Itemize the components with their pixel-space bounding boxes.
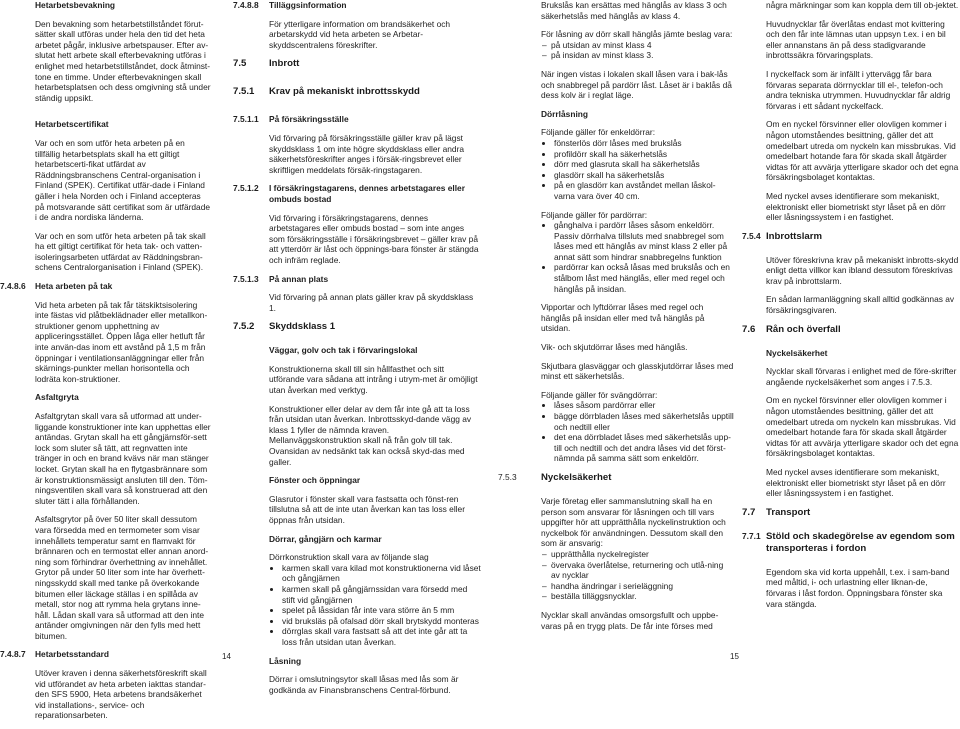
paragraph: Skjutbara glasväggar och glasskjutdörrar låses med minst ett säkerhetslås. bbox=[541, 360, 734, 382]
section-number: 7.6 bbox=[742, 323, 756, 335]
paragraph: Om en nyckel försvinner eller olovligen kommer i någon utomståendes besittning, gäller det att omedelbart utreda om nyckeln kan missbrukas. Vid omedelbart hotande fara för skada skall åtgärder vidtas för att avvärja ytterligare skador och det egna försäkringsbolaget kontaktas. bbox=[766, 395, 959, 459]
subheading-lasning: Låsning bbox=[269, 655, 302, 666]
paragraph: Vik- och skjutdörrar låses med hänglås. bbox=[541, 342, 688, 353]
paragraph: Med nyckel avses identifierare som mekaniskt, elektroniskt eller biometriskt styr låset på en dörr eller låsningssystem i en fastighet. bbox=[766, 190, 946, 223]
list-item: – på insidan av minst klass 3. bbox=[551, 50, 734, 61]
key-responsibility-list bbox=[541, 549, 734, 602]
section-number: 7.5.1 bbox=[233, 86, 255, 98]
page-number-right: 15 bbox=[730, 652, 739, 661]
section-7-5-1-2 bbox=[233, 183, 481, 265]
paragraph: Den bevakning som hetarbetstillståndet förut-sätter skall utföras under hela den tid det heta arbetet pågår, inklusive arbetspauser. Efter av-slutat hett arbete skall efterbevakning utföras i enlighet med hetarbetstillståndet, dock åtminst-tone en timme. Under efterbevakningen skall hetarbetsplatsen och dess omgivning stå under ständig uppsikt. bbox=[35, 18, 211, 103]
section-title: Nyckelsäkerhet bbox=[541, 471, 612, 483]
paragraph: Huvudnycklar får överlåtas endast mot kvittering och den får inte lämnas utan uppsyn t.ex. i en bil eller annanstans än på dess stadigvarande inbrottssäkra förvaringsplats. bbox=[766, 18, 946, 61]
paragraph: Asfaltgrytan skall vara så utformad att under-liggande konstruktioner inte kan upphettas eller antändas. Grytan skall ha ett gångjärnsför-sett lock som sluter så tätt, att regnvatten inte tränger in och en brand kvävs när man stänger locket. Grytan skall ha en flytgasbrännare som är konstruktionsmässigt ansluten till den. Töm-ningsventilen skall vara så konstruerad att den sluter tätt i alla förhållanden. bbox=[35, 411, 211, 506]
double-door-list bbox=[541, 220, 734, 294]
paragraph: Egendom ska vid korta uppehåll, t.ex. i sam-band med måltid, i- och urlastning eller liknan-de, förvaras i låst fordon. Öppningsbara fönster ska vara stängda. bbox=[766, 566, 950, 609]
section-number: 7.5.1.2 bbox=[233, 183, 259, 194]
paragraph: Vid förvaring i försäkringstagarens, dennes arbetstagares eller ombuds bostad – som inte anges som försäkringsställe i försäkringsbrevet – gäller krav på att ytterdörr är låst och öppnings-bara fönster är stängda och infräm reglade. bbox=[269, 212, 479, 265]
list-item: • karmen skall vara kilad mot konstruktionerna vid låset och gångjärnen bbox=[282, 563, 481, 584]
paragraph: Asfaltsgrytor på över 50 liter skall dessutom vara försedda med en termometer som visar innehållets temperatur samt en flamvakt för brännaren och en termostat eller annan anord-ning som förhindrar överhettning av innehållet. Grytor på under 50 liter som inte har överhett-ningsskydd skall med tanke på överkokande bitumen eller läckage ställas i en spillåda av metall, stor nog att rymma hela grytans inne-håll. Lådan skall vara så utformad att den inte antänder omgivningen när den fylls med hett bitumen. bbox=[35, 514, 209, 641]
paragraph: Nycklar skall förvaras i enlighet med de före-skrifter angående nyckelsäkerhet som anges i 7.5.3. bbox=[766, 366, 957, 387]
subheading-fonster: Fönster och öppningar bbox=[269, 475, 361, 486]
paragraph: I nyckelfack som är infällt i yttervägg får bara förvaras separata dörrnycklar till el-, telefon-och andra tekniska utrymmen. Huvudnycklar får aldrig förvaras i ett sådant nyckelfack. bbox=[766, 68, 951, 111]
paragraph: En sådan larmanläggning skall alltid godkännas av försäkringsgivaren. bbox=[766, 294, 955, 316]
section-number: 7.4.8.6 bbox=[0, 281, 26, 292]
paragraph: Var och en som utför heta arbeten på tak skall ha ett giltigt certifikat för heta tak- och vatten-isoleringsarbeten utfärdat av Räddningsbran-schens Centralorganisation i Finland (SPEK). bbox=[35, 230, 206, 273]
section-7-7 bbox=[738, 507, 960, 519]
subheading-dorrlasning: Dörrlåsning bbox=[541, 108, 588, 119]
padlock-list bbox=[541, 40, 734, 61]
section-7-5-3 bbox=[498, 471, 734, 631]
section-number: 7.5.2 bbox=[233, 321, 255, 333]
section-title: Rån och överfall bbox=[766, 323, 841, 335]
section-number: 7.5.1.3 bbox=[233, 273, 259, 284]
list-item: • karmen skall på gångjärnssidan vara försedd med stift vid gångjärnen bbox=[282, 584, 481, 605]
section-number: 7.5.3 bbox=[498, 471, 517, 482]
section-7-6 bbox=[738, 324, 960, 499]
section-title: Transport bbox=[766, 506, 811, 518]
section-title: På annan plats bbox=[269, 273, 329, 284]
paragraph: Utöver föreskrivna krav på mekaniskt inbrotts-skydd enligt detta villkor kan ibland dessutom föreskrivas krav på inbrottslarm. bbox=[766, 254, 959, 286]
section-7-7-1 bbox=[738, 531, 960, 609]
list-item: – upprätthålla nyckelregister bbox=[551, 549, 734, 560]
section-number: 7.5.1.1 bbox=[233, 114, 259, 125]
subheading-dorrar: Dörrar, gångjärn och karmar bbox=[269, 533, 382, 544]
subheading-asfaltgryta: Asfaltgryta bbox=[35, 392, 79, 403]
paragraph: När ingen vistas i lokalen skall låsen vara i bak-lås och snabbregel på pardörr låst. Låset är i baklås då dess kolv är i reglat läge. bbox=[541, 68, 732, 101]
paragraph: Konstruktioner eller delar av dem får inte gå att ta loss från utsidan utan åverkan. Inbrottsskyd-dande vägg av klass 1 fyller de nämnda kraven. Mellanväggskonstruktion skall nå från golv till tak. Ovansidan av nedsänkt tak kan också skyd-das med galler. bbox=[269, 403, 472, 467]
column-2 bbox=[233, 0, 481, 703]
paragraph: Med nyckel avses identifierare som mekaniskt, elektroniskt eller biometriskt styr låset på en dörr eller låsningssystem i en fastighet. bbox=[766, 467, 946, 499]
subheading-hetarbetsbevakning: Hetarbetsbevakning bbox=[35, 0, 116, 10]
paragraph: Vipportar och lyftdörrar låses med regel och hänglås på insidan eller med två hänglås på utsidan. bbox=[541, 302, 705, 334]
section-7-4-8-6 bbox=[0, 281, 212, 641]
paragraph: Utöver kraven i denna säkerhetsföreskrift skall vid utförandet av heta arbeten iakttas standar-den SFS 5900, Heta arbetens brandsäkerhet vid installations-, service- och reparationsarbeten. bbox=[35, 668, 207, 721]
section-title: Hetarbetsstandard bbox=[35, 649, 110, 660]
page-number-left: 14 bbox=[222, 652, 231, 661]
section-number: 7.4.8.8 bbox=[233, 0, 259, 10]
list-item: • gånghalva i pardörr låses såsom enkeldörr. Passiv dörrhalva tillsluts med snabbregel som låses med ett hänglås av minst klass 2 eller på annat sätt som hindrar snabbregelns funktion bbox=[554, 220, 734, 262]
subheading-vaggar: Väggar, golv och tak i förvaringslokal bbox=[269, 345, 418, 356]
section-number: 7.7.1 bbox=[742, 530, 761, 541]
paragraph: Konstruktionerna skall till sin hållfasthet och sitt utförande vara sådana att intrång i utrym-met är omöjligt utan åverkan med verktyg. bbox=[269, 363, 478, 396]
paragraph: några märkningar som kan koppla dem till ob-jektet. bbox=[766, 0, 959, 10]
section-number: 7.5 bbox=[233, 58, 247, 70]
section-number: 7.4.8.7 bbox=[0, 649, 26, 660]
section-7-5-4 bbox=[738, 231, 960, 316]
list-item: • dörrglas skall vara fastsatt så att det inte går att ta loss från utsidan utan åverkan. bbox=[282, 626, 481, 647]
column-4 bbox=[738, 0, 960, 617]
list-item: • på en glasdörr kan avståndet mellan låskol-varna vara över 40 cm. bbox=[554, 180, 734, 201]
paragraph: För ytterligare information om brandsäkerhet och arbetarskydd vid heta arbeten se Arbetar-skyddscentralens föreskrifter. bbox=[269, 18, 451, 50]
section-7-5-1-1 bbox=[233, 114, 481, 175]
paragraph: Varje företag eller sammanslutning skall ha en person som ansvarar för låsningen och till vars uppgifter hör att upprätthålla nyckelinstruktion och nyckelbok för användningen. Dessutom skall den som är ansvarig: bbox=[541, 495, 726, 549]
list-item: • fönsterlös dörr låses med brukslås bbox=[554, 138, 734, 149]
list-item: • profildörr skall ha säkerhetslås bbox=[554, 149, 734, 160]
section-number: 7.7 bbox=[742, 506, 756, 518]
column-1 bbox=[0, 0, 212, 729]
paragraph: Om en nyckel försvinner eller olovligen kommer i någon utomståendes besittning, gäller det att omedelbart utreda om nyckeln kan missbrukas. Vid omedelbart hotande fara för skada skall åtgärder vidtas för att avvärja ytterligare skador och det egna försäkringsbolaget kontaktas. bbox=[766, 119, 959, 183]
paragraph: För låsning av dörr skall hänglås jämte beslag vara: bbox=[541, 29, 733, 40]
list-item: • låses såsom pardörrar eller bbox=[554, 400, 734, 411]
subheading-nyckelsakerhet: Nyckelsäkerhet bbox=[766, 347, 828, 358]
section-7-5-1-3 bbox=[233, 274, 481, 314]
list-item: – handha ändringar i serieläggning bbox=[551, 581, 734, 592]
paragraph: Dörrar i omslutningsytor skall låsas med lås som är godkända av Finansbranschens Central-förbund. bbox=[269, 674, 459, 695]
section-number: 7.5.4 bbox=[742, 230, 761, 241]
section-7-5-1 bbox=[233, 86, 481, 98]
list-item: • bägge dörrbladen låses med säkerhetslås upptill och nedtill eller bbox=[554, 411, 734, 432]
list-item: – på utsidan av minst klass 4 bbox=[551, 40, 734, 51]
section-title: I försäkringstagarens, dennes arbetstagares eller ombuds bostad bbox=[269, 183, 465, 204]
list-item: • vid bruksläs på ofalsad dörr skall brytskydd monteras bbox=[282, 616, 481, 627]
paragraph: Dörrkonstruktion skall vara av följande slag bbox=[269, 552, 429, 563]
paragraph: Vid förvaring på annan plats gäller krav på skyddsklass 1. bbox=[269, 292, 474, 313]
swing-door-list bbox=[541, 400, 734, 464]
single-door-list bbox=[541, 138, 734, 202]
paragraph: Nycklar skall användas omsorgsfullt och uppbe-varas på en trygg plats. De får inte förses med bbox=[541, 609, 719, 631]
door-requirements-list bbox=[269, 563, 481, 648]
paragraph: Vid heta arbeten på tak får tätskiktsisolering inte fästas vid plåtbeklädnader eller metallkon-struktioner genom upphettning av appliceringsstället. Öppen låga eller hetluft får inte använ-das inom ett avstånd på 1,5 m från öppningar i ventilationsanläggningar eller från skärnings-punkter mellan horisontella och lodräta kon-struktioner. bbox=[35, 299, 208, 384]
column-3 bbox=[498, 0, 734, 639]
section-title: Inbrottslarm bbox=[766, 230, 822, 242]
paragraph: Glasrutor i fönster skall vara fastsatta och fönst-ren tillslutna så att de inte utan åverkan kan tas loss eller öppnas från utsidan. bbox=[269, 493, 465, 525]
section-title: Stöld och skadegörelse av egendom som transporteras i fordon bbox=[766, 530, 955, 554]
subheading-hetarbetscertifikat: Hetarbetscertifikat bbox=[35, 119, 109, 130]
paragraph: Följande gäller för pardörrar: bbox=[541, 209, 648, 220]
section-title: Krav på mekaniskt inbrottsskydd bbox=[269, 86, 420, 98]
list-item: • det ena dörrbladet låses med säkerhetslås upp-till och nedtill och det andra låses vid det först-nämnda på samma sätt som enkeldörr. bbox=[554, 432, 734, 464]
list-item: • glasdörr skall ha säkerhetslås bbox=[554, 170, 734, 181]
list-item: – övervaka överlåtelse, returnering och utlå-ning av nycklar bbox=[551, 560, 734, 581]
paragraph: Brukslås kan ersättas med hänglås av klass 3 och säkerhetslås med hänglås av klass 4. bbox=[541, 0, 727, 21]
section-title: Skyddsklass 1 bbox=[269, 321, 336, 333]
paragraph: Vid förvaring på försäkringsställe gäller krav på lägst skyddsklass 1 om inte högre skyddsklass eller andra säkerhetsföreskrifter anges i försäk-ringsbrevet eller skriftligen meddelats försäk-ringstagaren. bbox=[269, 132, 465, 175]
list-item: • dörr med glasruta skall ha säkerhetslås bbox=[554, 159, 734, 170]
section-title: Heta arbeten på tak bbox=[35, 281, 113, 292]
section-7-5-2 bbox=[233, 321, 481, 695]
paragraph: Följande gäller för svängdörrar: bbox=[541, 389, 658, 400]
section-7-4-8-8 bbox=[233, 0, 481, 50]
list-item: • spelet på låssidan får inte vara större än 5 mm bbox=[282, 605, 481, 616]
section-title: Tilläggsinformation bbox=[269, 0, 347, 10]
section-title: På försäkringsställe bbox=[269, 114, 349, 125]
paragraph: Följande gäller för enkeldörrar: bbox=[541, 127, 656, 138]
section-title: Inbrott bbox=[269, 58, 300, 70]
section-7-4-8-7 bbox=[0, 649, 212, 721]
paragraph: Var och en som utför heta arbeten på en tillfällig hetarbetsplats skall ha ett giltigt hetarbetscerti-fikat utfärdat av Räddningsbranschens Central-organisation i Finland (SPEK). Certifikat utfär-dade i Finland gäller i hela Norden och i Finland accepteras på motsvarande sätt certifikat som är utfärdade i de andra nordiska länderna. bbox=[35, 137, 211, 223]
list-item: – beställa tilläggsnycklar. bbox=[551, 591, 734, 602]
list-item: • pardörrar kan också låsas med brukslås och en stålbom låst med hänglås, eller med regel och hänglås på insidan. bbox=[554, 262, 734, 294]
section-7-5 bbox=[233, 58, 481, 70]
